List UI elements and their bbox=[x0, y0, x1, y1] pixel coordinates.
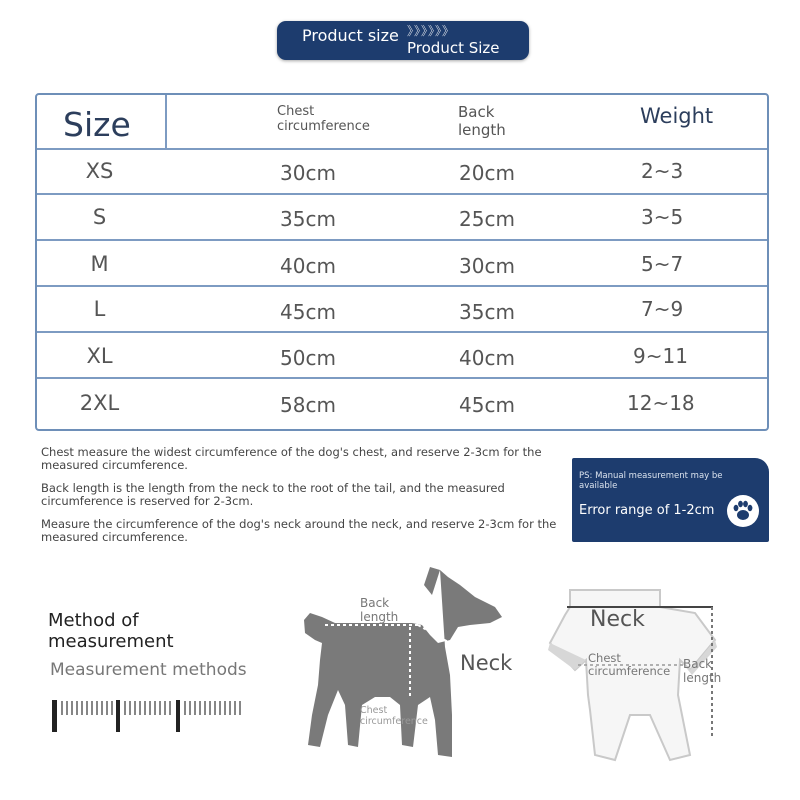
header-chest: Chest circumference bbox=[277, 104, 370, 134]
suit-chest-label: Chest circumference bbox=[588, 651, 671, 678]
table-row bbox=[37, 379, 767, 429]
suit-diagram bbox=[520, 585, 780, 780]
chest-cell: 30cm bbox=[280, 161, 336, 185]
weight-cell: 9~11 bbox=[633, 344, 688, 368]
chest-cell: 58cm bbox=[280, 393, 336, 417]
weight-cell: 12~18 bbox=[627, 391, 695, 415]
table-row bbox=[37, 150, 767, 193]
chest-cell: 45cm bbox=[280, 300, 336, 324]
table-row bbox=[37, 333, 767, 377]
back-cell: 45cm bbox=[459, 393, 515, 417]
size-cell: 2XL bbox=[79, 391, 120, 415]
weight-cell: 3~5 bbox=[641, 205, 684, 229]
header-back: Back length bbox=[458, 103, 506, 139]
back-cell: 35cm bbox=[459, 300, 515, 324]
table-header-row bbox=[37, 95, 767, 149]
dog-back-label: Back length bbox=[360, 596, 399, 624]
dog-neck-label: Neck bbox=[460, 651, 513, 675]
product-size-banner bbox=[277, 21, 529, 60]
ps-note: PS: Manual measurement may be available bbox=[579, 471, 723, 491]
back-cell: 20cm bbox=[459, 161, 515, 185]
chest-cell: 50cm bbox=[280, 346, 336, 370]
table-row bbox=[37, 195, 767, 239]
ruler-icon bbox=[50, 695, 250, 735]
table-row bbox=[37, 241, 767, 285]
header-size: Size bbox=[63, 105, 131, 144]
size-cell: XS bbox=[85, 159, 114, 183]
size-cell: L bbox=[93, 297, 106, 321]
banner-subtitle: Product Size bbox=[407, 39, 500, 57]
table-row bbox=[37, 287, 767, 331]
measurement-notes bbox=[41, 446, 561, 554]
size-cell: XL bbox=[86, 344, 113, 368]
error-range-text: Error range of 1-2cm bbox=[579, 503, 715, 518]
chest-cell: 35cm bbox=[280, 207, 336, 231]
suit-neck-label: Neck bbox=[590, 607, 645, 632]
size-table bbox=[35, 93, 769, 431]
note-neck: Measure the circumference of the dog's neck around the neck, and reserve 2-3cm for the measured circumference. bbox=[41, 517, 557, 544]
chest-cell: 40cm bbox=[280, 254, 336, 278]
suit-back-label: Back length bbox=[683, 657, 722, 685]
weight-cell: 2~3 bbox=[641, 159, 684, 183]
dog-chest-label: Chest circumference bbox=[360, 705, 428, 727]
method-subtitle: Measurement methods bbox=[50, 660, 247, 680]
method-title: Method of measurement bbox=[48, 610, 174, 652]
weight-cell: 7~9 bbox=[641, 297, 684, 321]
header-divider bbox=[165, 95, 167, 149]
banner-arrows: 》》》》》》 bbox=[407, 24, 456, 38]
back-cell: 40cm bbox=[459, 346, 515, 370]
dog-diagram bbox=[290, 565, 530, 780]
dog-suit-icon bbox=[520, 585, 780, 780]
banner-title: Product size bbox=[302, 26, 399, 45]
note-back: Back length is the length from the neck to the root of the tail, and the measured circumference is reserved for 2-3cm. bbox=[41, 481, 505, 508]
back-cell: 25cm bbox=[459, 207, 515, 231]
weight-cell: 5~7 bbox=[641, 252, 684, 276]
note-chest: Chest measure the widest circumference of the dog's chest, and reserve 2-3cm for the measured circumference. bbox=[41, 445, 542, 472]
back-cell: 30cm bbox=[459, 254, 515, 278]
size-cell: M bbox=[90, 252, 109, 276]
paw-icon bbox=[726, 494, 760, 528]
size-cell: S bbox=[92, 205, 107, 229]
header-weight: Weight bbox=[640, 104, 714, 128]
error-range-box bbox=[572, 458, 769, 542]
